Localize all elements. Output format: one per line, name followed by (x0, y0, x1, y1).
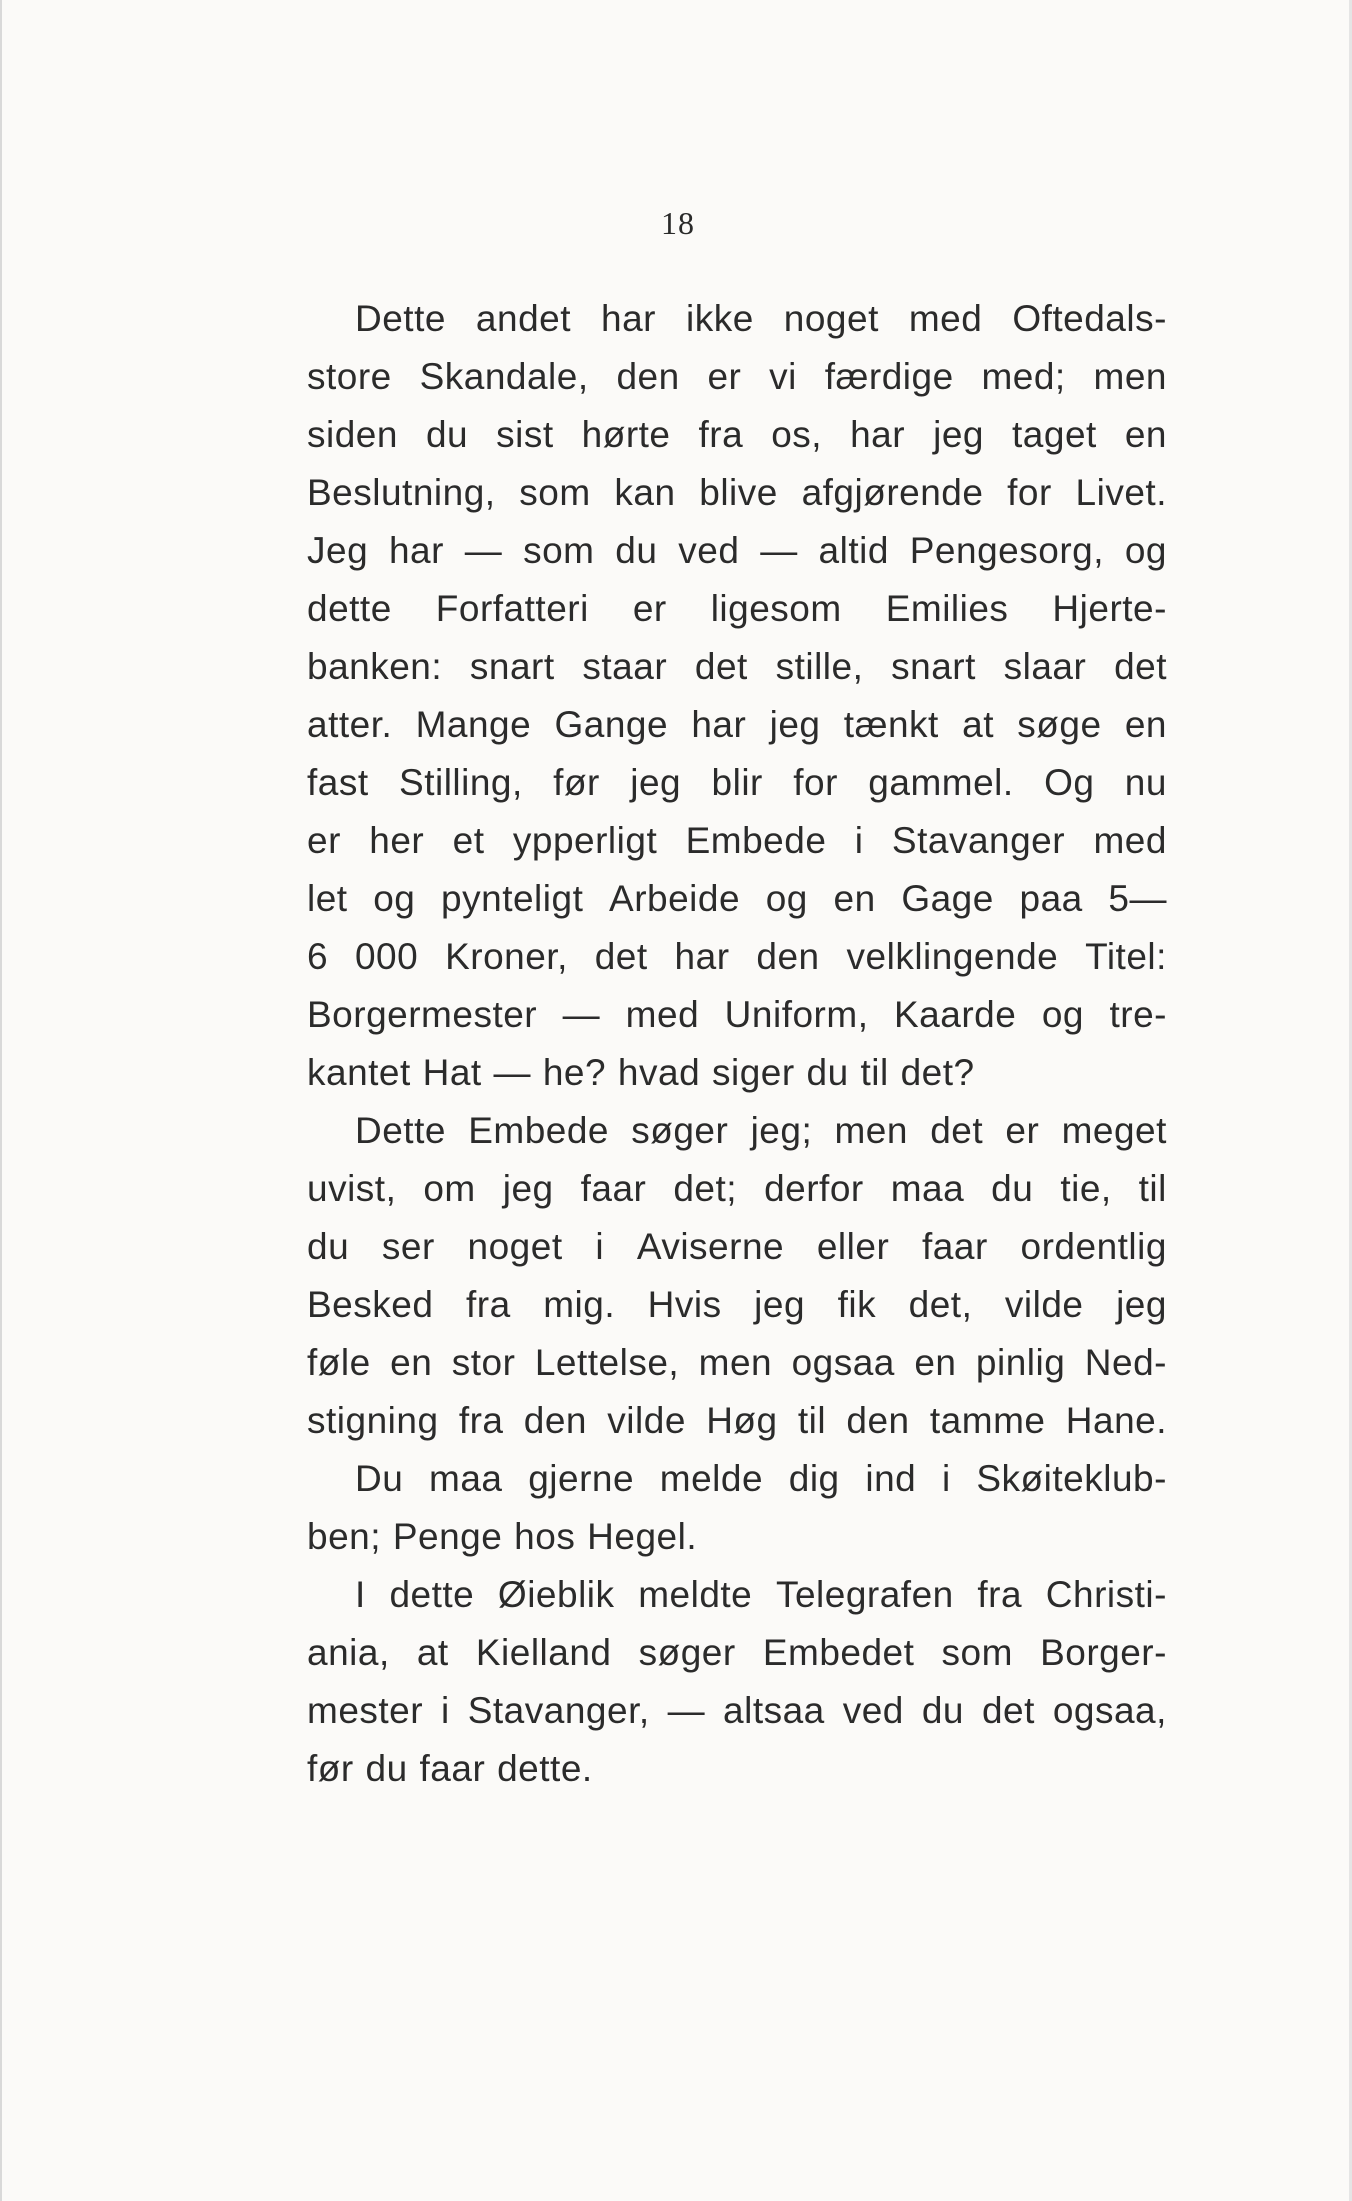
text-line (307, 754, 1167, 812)
word: før (553, 762, 600, 803)
word: snart (891, 646, 976, 687)
word: faar (419, 1748, 486, 1789)
word: søger (631, 1110, 729, 1151)
word: du (921, 1690, 964, 1731)
word: meget (1061, 1110, 1167, 1151)
word: ikke (685, 298, 754, 339)
word: Aviserne (636, 1226, 785, 1267)
word: siger (711, 1052, 795, 1093)
word: men (698, 1342, 773, 1383)
letter-text (307, 290, 1167, 1798)
word: ypperligt (512, 820, 658, 861)
word: Forfatteri (435, 588, 589, 629)
word: den (846, 1400, 910, 1441)
word: Du (355, 1458, 404, 1499)
word: Pengesorg, (909, 530, 1104, 571)
word: det; (673, 1168, 738, 1209)
word: jeg (630, 762, 682, 803)
word: stor (451, 1342, 516, 1383)
word: i (854, 820, 864, 861)
word: dig (788, 1458, 840, 1499)
word: store (307, 356, 392, 397)
word: jeg (769, 704, 821, 745)
word: blir (711, 762, 763, 803)
word: Telegrafen (775, 1574, 954, 1615)
word: en (914, 1342, 957, 1383)
word: Dette (355, 298, 446, 339)
word: Arbeide (609, 878, 741, 919)
word: mig. (543, 1284, 616, 1325)
text-line (307, 1508, 1167, 1566)
word: fra (458, 1400, 504, 1441)
word: og (1124, 530, 1167, 571)
word: banken: (307, 646, 443, 687)
word: Kielland (475, 1632, 612, 1673)
text-line (307, 580, 1167, 638)
text-line (307, 928, 1167, 986)
word: men (1093, 356, 1167, 397)
word: tamme (929, 1400, 1046, 1441)
word: — (464, 530, 503, 571)
word: du (307, 1226, 350, 1267)
word: snart (469, 646, 555, 687)
word: som (523, 530, 595, 571)
word: jeg (933, 414, 984, 455)
text-line (307, 986, 1167, 1044)
word: kan (614, 472, 676, 513)
word: blive (699, 472, 778, 513)
word: let (307, 878, 348, 919)
word: Oftedals- (1012, 298, 1167, 339)
word: Hat (422, 1052, 482, 1093)
word: ogsaa, (1052, 1690, 1167, 1731)
word: til (797, 1400, 827, 1441)
word: mester (307, 1690, 424, 1731)
word: stille, (775, 646, 864, 687)
word: — (667, 1690, 706, 1731)
word: Embede (685, 820, 827, 861)
word: Gage (901, 878, 994, 919)
word: er (632, 588, 667, 629)
word: som (941, 1632, 1013, 1673)
page-number: 18 (661, 205, 695, 241)
word: tie, (1060, 1168, 1112, 1209)
word: ser (381, 1226, 435, 1267)
word: med (625, 994, 700, 1035)
word: Livet. (1075, 472, 1167, 513)
word: men (834, 1110, 908, 1151)
word: Lettelse, (534, 1342, 680, 1383)
word: Gange (554, 704, 669, 745)
word: søge (1017, 704, 1102, 745)
word: søger (638, 1632, 736, 1673)
word: fra (698, 414, 744, 455)
word: maa (890, 1168, 965, 1209)
word: for (1007, 472, 1052, 513)
text-line (307, 870, 1167, 928)
word: den (523, 1400, 588, 1441)
text-line (307, 464, 1167, 522)
word: Ned- (1084, 1342, 1167, 1383)
text-line (307, 1740, 1167, 1798)
word: er (307, 820, 341, 861)
word: Penge (392, 1516, 503, 1557)
word: Skandale, (419, 356, 589, 397)
word: fra (977, 1574, 1023, 1615)
word: andet (475, 298, 572, 339)
word: Jeg (307, 530, 369, 571)
word: gjerne (528, 1458, 635, 1499)
word: fast (307, 762, 369, 803)
word: noget (467, 1226, 563, 1267)
word: det (1114, 646, 1167, 687)
word: den (756, 936, 820, 977)
word: tænkt (843, 704, 939, 745)
word: før (307, 1748, 354, 1789)
word: en (1124, 414, 1167, 455)
word: Stilling, (399, 762, 523, 803)
word: maa (429, 1458, 503, 1499)
word: slaar (1003, 646, 1087, 687)
text-line (307, 1566, 1167, 1624)
word: Dette (355, 1110, 446, 1151)
text-line (307, 522, 1167, 580)
text-line (307, 1624, 1167, 1682)
word: som (519, 472, 591, 513)
word: i (941, 1458, 951, 1499)
word: atter. (307, 704, 393, 745)
word: nu (1124, 762, 1167, 803)
word: — (562, 994, 601, 1035)
word: faar (580, 1168, 647, 1209)
word: du (991, 1168, 1034, 1209)
word: velklingende (846, 936, 1059, 977)
word: pynteligt (441, 878, 584, 919)
word: dette. (497, 1748, 593, 1789)
word: færdige (824, 356, 954, 397)
word: Christi- (1045, 1574, 1167, 1615)
word: Kaarde (894, 994, 1017, 1035)
word: for (793, 762, 838, 803)
word: Høg (706, 1400, 778, 1441)
word: Stavanger, (467, 1690, 650, 1731)
word: — (493, 1052, 532, 1093)
word: er (707, 356, 742, 397)
word: 000 (354, 936, 419, 977)
word: du (615, 530, 658, 571)
word: vi (769, 356, 797, 397)
word: et (452, 820, 485, 861)
word: faar (922, 1226, 988, 1267)
word: ogsaa (791, 1342, 895, 1383)
word: Beslutning, (307, 472, 496, 513)
word: i (595, 1226, 605, 1267)
word: sist (496, 414, 554, 455)
word: ind (865, 1458, 917, 1499)
word: til (860, 1052, 889, 1093)
word: os, (771, 414, 823, 455)
word: om (423, 1168, 476, 1209)
word: altsaa (723, 1690, 825, 1731)
word: en (390, 1342, 433, 1383)
word: fra (465, 1284, 511, 1325)
word: og (1041, 994, 1084, 1035)
text-line (307, 1102, 1167, 1160)
word: Og (1044, 762, 1095, 803)
word: siden (307, 414, 398, 455)
word: Uniform, (724, 994, 869, 1035)
word: har (601, 298, 656, 339)
word: har (691, 704, 747, 745)
word: gammel. (868, 762, 1014, 803)
word: vilde (607, 1400, 686, 1441)
word: den (616, 356, 680, 397)
text-line (307, 1450, 1167, 1508)
word: hørte (581, 414, 671, 455)
word: det (981, 1690, 1035, 1731)
word: jeg; (750, 1110, 813, 1151)
word: ligesom (710, 588, 842, 629)
word: uvist, (307, 1168, 397, 1209)
word: tre- (1109, 994, 1167, 1035)
word: dette (307, 588, 392, 629)
word: taget (1012, 414, 1097, 455)
word: stigning (307, 1400, 439, 1441)
word: Borger- (1040, 1632, 1167, 1673)
word: meldte (638, 1574, 753, 1615)
word: du (425, 414, 469, 455)
word: ved (842, 1690, 904, 1731)
word: til (1138, 1168, 1167, 1209)
text-line (307, 290, 1167, 348)
word: I (355, 1574, 366, 1615)
word: altid (818, 530, 889, 571)
word: Stavanger (891, 820, 1066, 861)
text-line (307, 1276, 1167, 1334)
word: Embedet (762, 1632, 915, 1673)
word: derfor (764, 1168, 864, 1209)
word: kantet (307, 1052, 411, 1093)
word: med (1093, 820, 1167, 861)
word: Emilies (885, 588, 1009, 629)
text-line (307, 1392, 1167, 1450)
word: Skøiteklub- (976, 1458, 1167, 1499)
word: med (908, 298, 983, 339)
text-line (307, 638, 1167, 696)
text-line (307, 1682, 1167, 1740)
word: staar (582, 646, 668, 687)
word: Øieblik (497, 1574, 615, 1615)
word: Hjerte- (1052, 588, 1167, 629)
word: at (416, 1632, 449, 1673)
word: hvad (617, 1052, 701, 1093)
word: Titel: (1085, 936, 1167, 977)
word: jeg (1116, 1284, 1167, 1325)
word: Embede (468, 1110, 609, 1151)
word: Hane. (1065, 1400, 1167, 1441)
word: pinlig (975, 1342, 1066, 1383)
word: paa (1019, 878, 1083, 919)
word: at (962, 704, 994, 745)
word: det? (900, 1052, 975, 1093)
text-line (307, 348, 1167, 406)
text-line (307, 1218, 1167, 1276)
word: eller (816, 1226, 890, 1267)
word: har (388, 530, 444, 571)
word: afgjørende (801, 472, 984, 513)
word: og (765, 878, 808, 919)
word: det, (908, 1284, 973, 1325)
word: her (369, 820, 425, 861)
word: Hegel. (587, 1516, 698, 1557)
word: ben; (307, 1516, 382, 1557)
word: det (694, 646, 748, 687)
word: Kroner, (445, 936, 568, 977)
word: er (1005, 1110, 1040, 1151)
word: føle (307, 1342, 371, 1383)
text-line (307, 406, 1167, 464)
word: har (674, 936, 730, 977)
word: 5— (1108, 878, 1167, 919)
word: ania, (307, 1632, 390, 1673)
word: Hvis (647, 1284, 722, 1325)
word: du (365, 1748, 408, 1789)
word: jeg (502, 1168, 554, 1209)
word: ved (678, 530, 740, 571)
word: du (806, 1052, 849, 1093)
word: 6 (307, 936, 329, 977)
word: det (594, 936, 648, 977)
word: melde (659, 1458, 764, 1499)
word: i (441, 1690, 450, 1731)
word: en (1124, 704, 1167, 745)
word: noget (783, 298, 879, 339)
word: vilde (1004, 1284, 1084, 1325)
text-line (307, 812, 1167, 870)
text-line (307, 1160, 1167, 1218)
word: dette (389, 1574, 475, 1615)
text-line (307, 696, 1167, 754)
word: har (850, 414, 906, 455)
word: ordentlig (1020, 1226, 1167, 1267)
word: hos (514, 1516, 576, 1557)
word: og (373, 878, 416, 919)
word: he? (542, 1052, 607, 1093)
word: det (930, 1110, 984, 1151)
word: Mange (415, 704, 532, 745)
word: — (760, 530, 798, 571)
word: Borgermester (307, 994, 538, 1035)
word: Besked (307, 1284, 434, 1325)
word: en (833, 878, 876, 919)
text-line (307, 1334, 1167, 1392)
word: jeg (754, 1284, 806, 1325)
text-line (307, 1044, 1167, 1102)
word: med; (981, 356, 1066, 397)
word: fik (837, 1284, 877, 1325)
